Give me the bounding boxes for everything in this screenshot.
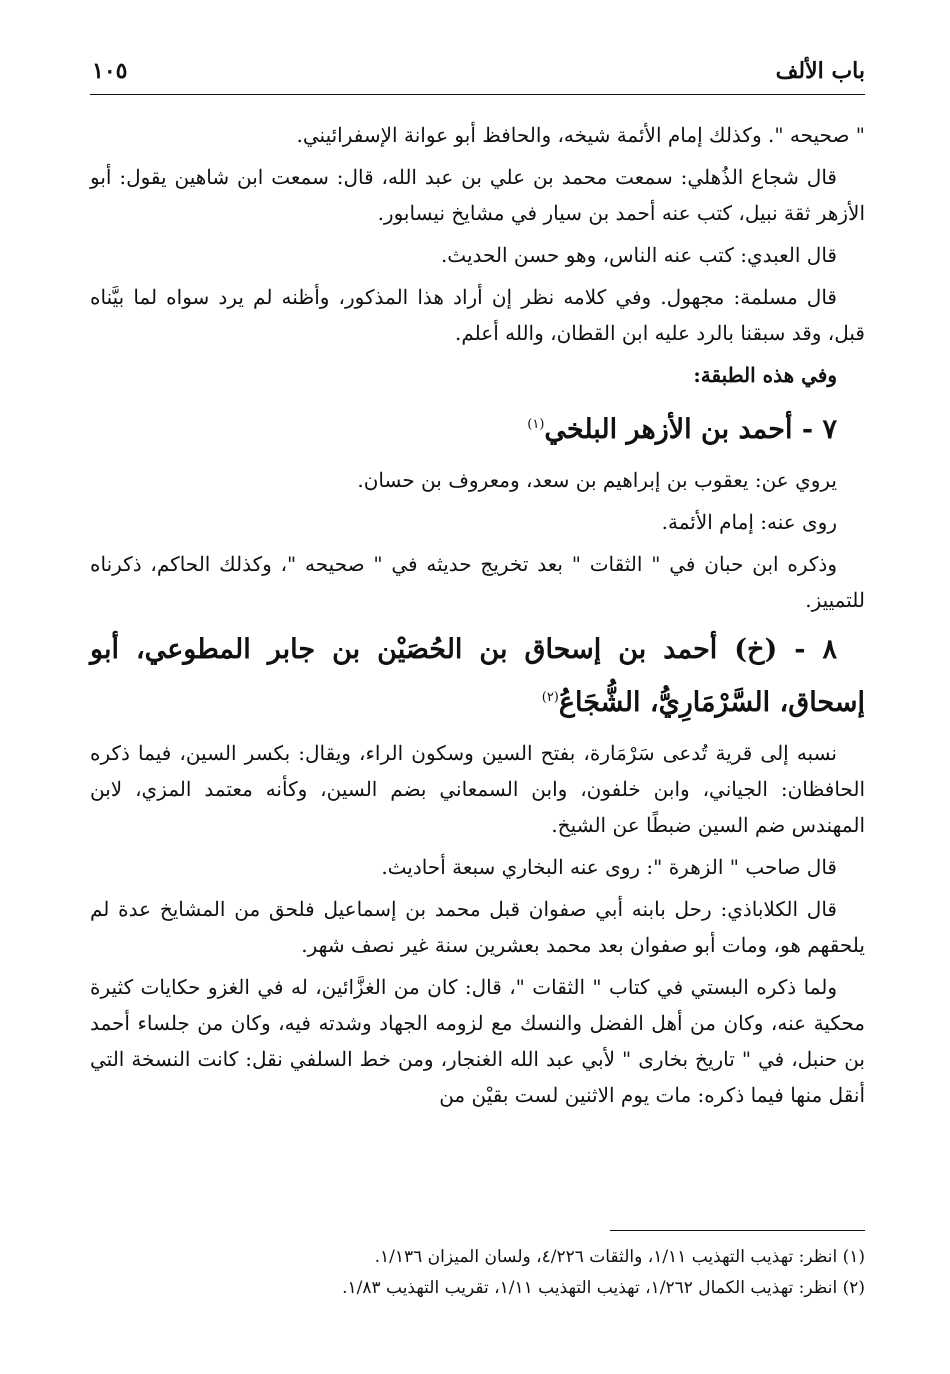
footnote-ref: (٢) — [541, 690, 559, 705]
paragraph: قال الكلاباذي: رحل بابنه أبي صفوان قبل محمد بن إسماعيل فلحق من المشايخ عدة لم يلحقهم هو، ومات أبو صفوان بعد محمد بعشرين سنة غير نصف شهر. — [90, 897, 865, 957]
paragraph: يروي عن: يعقوب بن إبراهيم بن سعد، ومعروف بن حسان. — [357, 468, 837, 492]
book-page — [90, 50, 865, 1340]
entry-heading-8 — [90, 626, 865, 727]
page-number: ١٠٥ — [92, 58, 128, 84]
section-intro: وفي هذه الطبقة: — [693, 363, 837, 387]
entry-heading-7 — [90, 401, 865, 454]
paragraph: وذكره ابن حبان في " الثقات " بعد تخريج حديثه في " صحيحه "، وكذلك الحاكم، ذكرناه للتمييز. — [90, 552, 865, 612]
paragraph: قال مسلمة: مجهول. وفي كلامه نظر إن أراد هذا المذكور، وأظنه لم يرد سواه لما بيَّناه قبل، وقد سبقنا بالرد عليه ابن القطان، والله أعلم. — [90, 285, 865, 345]
footnote-divider — [610, 1230, 865, 1231]
paragraph: قال شجاع الذُهلي: سمعت محمد بن علي بن عبد الله، قال: سمعت ابن شاهين يقول: أبو الأزهر ثقة نبيل، كتب عنه أحمد بن سيار في مشايخ نيسابور. — [90, 165, 865, 225]
entry-title: ٧ - أحمد بن الأزهر البلخي — [544, 414, 837, 445]
footnote-1: (١) انظر: تهذيب التهذيب ١/١١، والثقات ٤/٢٢٦، ولسان الميزان ١/١٣٦. — [374, 1247, 865, 1267]
page-header — [90, 50, 865, 95]
entry-title: ٨ - (خ) أحمد بن إسحاق بن الحُصَيْن بن جابر المطوعي، أبو إسحاق، السَّرْمَارِيُّ، الشُّجَاعُ — [90, 634, 865, 718]
paragraph: نسبه إلى قرية تُدعى سَرْمَارة، بفتح السين وسكون الراء، ويقال: بكسر السين، فيما ذكره الحافظان: الجياني، وابن خلفون، وابن السمعاني بضم السين، وكأنه معتمد المزي، لابن المهندس ضم السين ضبطًا عن الشيخ. — [90, 741, 865, 837]
footnote-2: (٢) انظر: تهذيب الكمال ١/٢٦٢، تهذيب التهذيب ١/١١، تقريب التهذيب ١/٨٣. — [342, 1278, 865, 1298]
footnote-ref: (١) — [527, 417, 545, 432]
paragraph: روى عنه: إمام الأئمة. — [661, 510, 837, 534]
paragraph: " صحيحه ". وكذلك إمام الأئمة شيخه، والحافظ أبو عوانة الإسفرائيني. — [296, 123, 865, 147]
page-body — [90, 117, 865, 1113]
paragraph: قال العبدي: كتب عنه الناس، وهو حسن الحديث. — [440, 243, 837, 267]
paragraph: قال صاحب " الزهرة ": روى عنه البخاري سبعة أحاديث. — [381, 855, 837, 879]
running-title: باب الألف — [775, 58, 865, 84]
footnotes — [90, 1242, 865, 1304]
paragraph: ولما ذكره البستي في كتاب " الثقات "، قال: كان من الغزَّائين، له في الغزو حكايات كثيرة محكية عنه، وكان من أهل الفضل والنسك مع لزومه الجهاد وشدته فيه، وكان من جلساء أحمد بن حنبل، في " تاريخ بخارى " لأبي عبد الله الغنجار، ومن خط السلفي نقل: كانت النسخة التي أنقل منها فيما ذكره: مات يوم الاثنين لست بقيْن من — [90, 975, 865, 1107]
